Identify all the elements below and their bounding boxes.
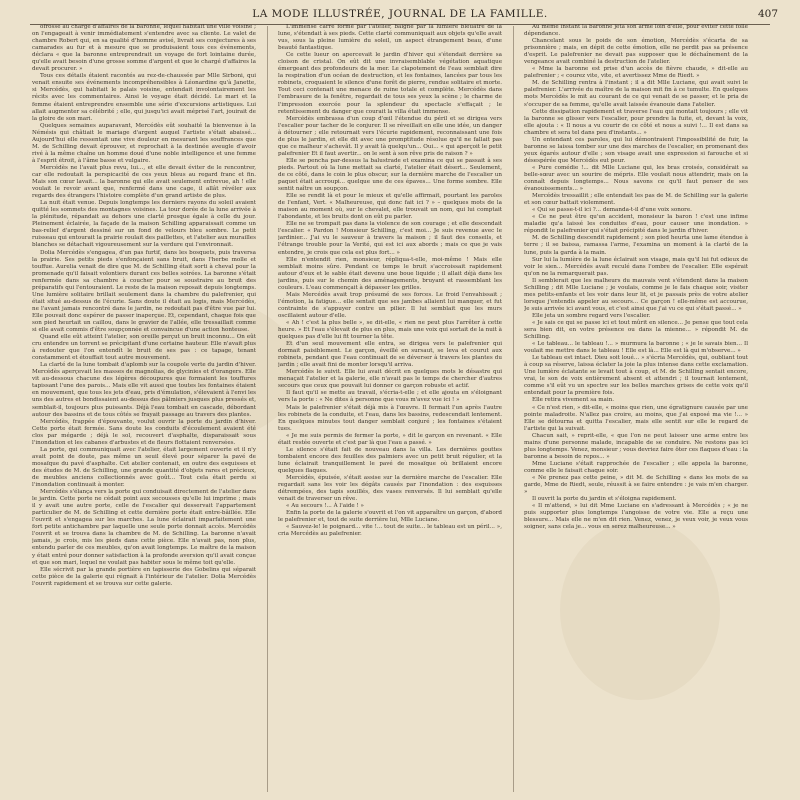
paragraph: Il ouvrit la porte du jardin et s'éloigna rapidement. bbox=[532, 496, 677, 503]
paragraph: Chancelant sous le poids de son émotion, Mercédès s'écarta de sa prisonnière ; mais, en dépit de cette émotion, elle ne perdit pas sa présence d'esprit. Le palefrenier ne devait pas supposer que le déchaînement de la vengeance avait combiné la destruction de l'atelier. bbox=[524, 38, 748, 66]
paragraph: Le silence s'était fait de nouveau dans la villa. Les dernières gouttes tombaient encore des feuilles des palmiers avec un petit bruit régulier, et la lune éclairait tranquillement le pavé de mosaïque où brillaient encore quelques flaques. bbox=[278, 446, 502, 474]
paragraph: Elle se rendit là et pour le mieux et qu'elle affirmait, pourtant les paroles de l'enfant, Vert. « Malheureuse, qui donc fait ici ? » – quelques mots de la maison au moment où, sur le chevalet, elle trouvait un nom, qui lui comptait l'abondante, et les bruits dont on eût pu parler. bbox=[278, 193, 502, 221]
column-rule bbox=[267, 26, 268, 792]
page-number: 407 bbox=[757, 8, 778, 20]
paragraph: La nuit était venue. Depuis longtemps les derniers rayons du soleil avaient quitté les sommets des montagnes voisines. La tour dorée de la lune arrivée à la plénitude, répandait au dehors une clarté presque égale à celle du jour. Pleinement éclairée, la façade de la maison Schilling apparaissait comme un bas-relief d'argent dessiné sur un fond de velours bleu sombre. Le petit ruisseau qui entourait la prairie roulait des paillettes, et l'atelier aux murailles blanches se détachait vigoureusement sur la verdure qui l'environnait. bbox=[32, 200, 256, 249]
paragraph: Mercédès ne l'avait plus revu, lui..., et elle devait éviter de le rencontrer, car elle redoutait la perspicacité de ces yeux bleus au regard franc et fin. Mais son cœur lavait... la baronne qui elle avait seulement entrevue, ah ! elle voulait le revoir avant que, renfermé dans une cage, il allât révéler aux regards des étrangers l'histoire complète d'un grand artiste de plus. bbox=[32, 164, 256, 200]
paragraph: « Mme la baronne est prise d'un accès de fièvre chaude, » dit-elle au palefrenier ; « courez vite, vite, et avertissez Mme de Riedt. » bbox=[524, 66, 748, 80]
paragraph: Un entendant ces paroles, qui lui démontraient l'impossibilité de fuir, la baronne se laissa tomber sur une des marches de l'escalier, en promenant des yeux égarés autour d'elle ; son visage avait une expression si farouche et si désespérée que Mercédès eut peur. bbox=[524, 136, 748, 164]
paragraph: Cette dissipation rapidement et traverse l'eau qui montait toujours ; elle vit la baronne se glisser vers l'escalier, pour prendre la fuite, et, devant la voix, elle ajouta : « Il nous a vu courir de ce côté et nous a suivi !... Il est dans sa chambre et sera tel dans peu d'instants... » bbox=[524, 108, 748, 136]
paragraph: « Au secours !... À l'aide ! » bbox=[286, 503, 364, 510]
paragraph: « Je sais ce qui se passe ici et tout mûrit en silence... Je pense que tout cela sera bien dit, en votre présence ou dans la mienne... » répondit M. de Schilling. bbox=[524, 319, 748, 341]
paragraph: Mais le palefrenier s'était déjà mis à l'œuvre. Il fermait l'un après l'autre les robinets de la conduite, et l'eau, dans les bassins, redescendait lentement. En quelques minutes tout danger semblait conjuré ; les fontaines s'étaient tues. bbox=[278, 404, 502, 432]
paragraph: « Ah ! c'est la plus belle », se dit-elle, « rien ne peut plus l'arrêter à cette heure. » Et l'eau s'élevait de plus en plus, mais une voix qui sortait de la nuit à quelques pas d'elle lui fit tourner la tête. bbox=[278, 319, 502, 341]
paragraph: Il semblerait que les malheurs du mauvais vent s'étendent dans la maison Schilling ; dit Mlle Luciane ; je voulais, comme je le fais chaque soir, visiter mes petits-enfants et les voir dans leur lit, et je passais près de votre atelier lorsque j'entendis appeler au secours... Ce garçon ! elle-même est accourue, Je suis arrivée ici avant vous, et c'est ainsi que j'ai vu ce qui s'était passé... » bbox=[524, 277, 748, 312]
paragraph: « Qui se passe-t-il ici ?... demanda-t-il d'une voix sonore. bbox=[532, 207, 692, 214]
paragraph: « Ce n'est rien, » dit-elle, « moins que rien, une égratignure causée par une pointe maladroite. N'allez pas croire, au moins, que j'ai exposé ma vie !... » Elle se détourna et quitta l'escalier, mais elle sentit sur elle le regard de l'artiste qui la suivait. bbox=[524, 404, 748, 432]
column-rule bbox=[513, 26, 514, 792]
paragraph: La porte, qui communiquait avec l'atelier, était largement ouverte et il n'y avait point de doute, pas même un seuil élevé pour séparer la pavé de mosaïque du pavé d'asphalte. Cet atelier contenait, en outre des esquisses et des études de M. de Schilling, une grande quantité d'objets rares et précieux, de meubles anciens collectionnés avec goût... Tout cela était perdu si l'inondation continuait à monter. bbox=[32, 446, 256, 489]
paragraph: Mercédès s'élança vers la porte qui conduisait directement de l'atelier dans le jardin. Cette porte ne cédait point aux secousses qu'elle lui imprime ; mais il y avait une autre porte, celle de l'escalier qui desservait l'appartement particulier de M. de Schilling et cette dernière porte était entre-bâillée. Elle l'ouvrit et s'engagea sur les marches. La lune éclairait imparfaitement une fort petite antichambre par laquelle une seule porte donnait accès. Mercédès l'ouvrit et se trouva dans la chambre de M. de Schilling. La baronne n'avait jamais, je crois, mis les pieds dans cette pièce. Elle n'avait pas, non plus, entendu parler de ces meubles, qu'on avait longtemps. Le maître de la maison y était entré pour donner satisfaction à la profonde aversion qu'il avait conçue et que son mari, lequel ne voulait pas habiter sous le même toit qu'elle. bbox=[32, 489, 256, 566]
paragraph: Il faut qu'il se mette au travail, s'écria-t-elle ; et elle ajouta en s'éloignant vers la porte : « Ne dites à personne que vous m'avez vue ici ! » bbox=[278, 390, 502, 404]
paragraph: Quand elle eût atteint l'atelier, son oreille perçut un bruit inconnu... On eût cru entendre un torrent se précipitant d'une certaine hauteur. Elle n'avait plus à redouter que l'on entendît le bruit de ses pas : ce tapage, tenant constamment et étouffait tout autre mouvement. bbox=[32, 334, 256, 362]
paragraph: Enfin la porte de la galerie s'ouvrit et l'on vit apparaître un garçon, d'abord le palefrenier et, tout de suite derrière lui, Mlle Luciane. bbox=[278, 510, 502, 524]
text-column-2 bbox=[278, 24, 502, 794]
paragraph: La clarté de la lune tombait d'aplomb sur la coupole verte du jardin d'hiver. Mercédès aperçevait les masses de magnolias, de glycinies et d'orangers. Elle vit au-dessous chacune des légères découpures que formaient les touffures tapissant l'une des parois... Mais elle vit aussi que toutes les fontaines étaient en mouvement, que tous les jets d'eau, pris d'émulation, s'élevaient à l'envi les uns des autres et bondissaient au-dessus des pâlmiers jusques plus pressés et, semblait-il, toujours plus puissants. Déjà l'eau tombait en cascade, débordant autour des bassins et de tous côtés se frayait passage au travers des plantes. bbox=[32, 362, 256, 418]
paragraph: « Je me suis permis de fermer la porte, » dit le garçon en revenant. « Elle était restée ouverte et c'est par là que l'eau a passé. » bbox=[278, 432, 502, 446]
paragraph: Elle sécrivit par la grande portière en tapisserie des Gobelins qui séparait cette pièce de la galerie qui régnait à l'intérieur de l'atelier. Dolia Mercédès l'ouvrit rapidement et se trouva sur cette galerie. bbox=[32, 566, 256, 587]
paragraph: Mercédès le suivit. Elle lui avait décrit en quelques mots le désastre qui menaçait l'atelier et la galerie, elle n'avait pas le temps de chercher d'autres secours que ceux que pouvait lui donner ce garçon robuste et actif. bbox=[278, 369, 502, 390]
paragraph: Quelques semaines auparavant, Mercédès eût souhaité la bienvenue à la Némésis qui châtiait le mariage d'argent auquel l'artiste s'était abaissé... Aujourd'hui elle ressentait une vive douleur en mesurant les souffrances que M. de Schilling devait éprouver, et reprochait à la destinée aveugle d'avoir rivé à la même chaîne un homme doué d'une noble intelligence et une femme à l'esprit étroit, à l'âme basse et vulgaire. bbox=[32, 122, 256, 164]
paragraph: Elle se pencha par-dessus la balustrade et examina ce qui se passait à ses pieds. Partout où la lune mettait sa clarté, l'atelier était désert... Seulement, de ce côté, dans le coin le plus obscur, sur la dernière marche de l'escalier un paquet était accroupi... quelque une de ces épaves... Une forme sombre. Elle sentit naître un soupçon. bbox=[278, 157, 502, 193]
paragraph: « Le tableau... le tableau !... » murmura la baronne ; « je le savais bien... Il voulait me mettre dans le tableau ! Elle est là... Elle est là qui m'observe... » bbox=[524, 341, 748, 355]
paragraph: Le tableau est intact. Dieu soit loué... » s'écria Mercédès, qui, oubliant tout à coup sa réserve, laissa éclater la joie la plus intense dans cette exclamation. Une lumière éclatante se levait tout à coup, et M. de Schilling sentait encore, vrai, le son de voix entièrement absent et attendri ; il tournait lentement, comme s'il eût vu un spectre sur les belles marches grises de cette voix qu'il entendait pour la première fois. bbox=[524, 355, 748, 397]
paragraph: Elle ne se trompait pas dans la violence de son courage ; et elle descendait l'escalier. « Pardon ! Monsieur Schilling, c'est moi... Je suis revenue avec le jardinier... J'ai vu le sauveur à travers la maison ; il faut des conseils, et l'étrange trouble pour la Verité, qui est ici aux abords ; mais ce que je vais entendre, je crois que cela est plus fort... » bbox=[278, 221, 502, 256]
paragraph: Et d'un seul mouvement elle entra, se dirigea vers le palefrenier qui dormait paisiblement. Le garçon, éveillé en sursaut, se leva et courut aux robinets, pendant que l'eau continuait de se déverser à travers les plantes du jardin ; elle avait fini de monter lorsqu'il arriva. bbox=[278, 341, 502, 369]
running-head: LA MODE ILLUSTRÉE, JOURNAL DE LA FAMILLE. bbox=[252, 8, 548, 20]
paragraph: Chacun sait, » reprit-elle, « que l'on ne peut laisser une arme entre les mains d'une personne malade, incapable de se conduire. Ne restons pas ici plus longtemps. Venez, monsieur ; vous devriez faire ôter ces flaques d'eau : la baronne a besoin de repos... » bbox=[524, 432, 748, 460]
paragraph: M. de Schilling rentra à l'instant ; il a dit Mlle Luciane, qui avait suivi le palefrenier. L'arrivée du maître de la maison mit fin à ce tumulte. En quelques mots Mercédès le mit au courant de ce qui venait de se passer, et le pria de s'occuper de sa femme, qu'elle avait laissée évanouie dans l'atelier. bbox=[524, 80, 748, 108]
paragraph: L'immense carré formé par l'atelier, baigné par la lumière bleuâtre de la lune, s'étendait à ses pieds. Cette clarté communiquait aux objets qu'elle avait vus, sous la pleine lumière du soleil, un aspect étrangement beau, d'une beauté fantastique. bbox=[278, 24, 502, 52]
paragraph: Mercédès, frappée d'épouvante, voulut ouvrir la porte du jardin d'hiver. Cette porte était fermée. Sans doute les conduits d'écoulement avaient été clos par mégarde ; déjà le sol, recouvert d'asphalte, disparaissait sous l'inondation et les cabanes d'arbustes et de fleurs flottaient renversées. bbox=[32, 418, 256, 446]
paragraph: « Sauvez-le! le poignard... vite !... tout de suite... le tableau est un péril... », cria Mercédès au palefrenier. bbox=[278, 524, 502, 538]
paragraph: « Pure comédie !... dit Mlle Luciane qui, les bras croisés, considérait sa belle-sœur avec un sourire de mépris. Elle voulait nous attendrir, mais on la connaît depuis longtemps... Nous savons ce qu'il faut penser de ses évanouissements... » bbox=[524, 164, 748, 193]
paragraph: Elle jeta un sombre regard vers l'escalier. bbox=[532, 312, 651, 319]
paragraph: « Il m'attend, » lui dit Mme Luciane en s'adressant à Mercédès ; « je ne puis supporter plus longtemps l'angoisse de votre vie. Elle a reçu une blessure... Mais elle ne m'en dit rien. Venez, venez, je veux voir, je veux vous soigner, sans cela je... vous en serez malheureuse... » bbox=[524, 503, 748, 531]
paragraph: « Ce ne peut être qu'un accident, monsieur la baron ! c'est une infime maladie qu'a laissé les conduites d'eau, pour causer une inondation. » répondit le palefrenier qui s'était précipité dans le jardin d'hiver. bbox=[524, 214, 748, 235]
paragraph: Au même instant la baronne jeta son arme loin d'elle, pour éviter cette folle dépendance. bbox=[524, 24, 748, 38]
text-column-3 bbox=[524, 24, 748, 794]
paragraph: Elle n'entendit rien, monsieur, répliqua-t-elle, moi-même ! Mais elle semblait moins sûre. Pendant ce temps le bruit s'accroissait rapidement autour d'eux et le sable était devenu une boue liquide ; il allait déjà dans les jardins, puis sur le chemin des aménagements, bruyant et rassemblant les couleurs. L'eau commençait à dépasser les grilles. bbox=[278, 256, 502, 291]
paragraph: Mercédès tressaillit ; elle entendait les pas de M. de Schilling sur la galerie et son cœur battait violemment. bbox=[524, 193, 748, 207]
paragraph: Elle retira vivement sa main. bbox=[532, 397, 615, 404]
paragraph: M. de Schilling descendit rapidement ; son pied heurta une lame étendue à terre ; il se baissa, ramassa l'arme, l'examina un moment à la clarté de la lune, puis la garda à la main. bbox=[524, 235, 748, 256]
paragraph: « Ne prenez pas cette peine, » dit M. de Schilling « dans les mots de sa garde, Mme de Riedt, seule, réussit à se faire entendre : je vais m'en charger. » bbox=[524, 475, 748, 496]
text-column-1 bbox=[32, 24, 256, 794]
paragraph: Mme Luciane s'était rapprochée de l'escalier ; elle appela la baronne, comme elle le faisait chaque soir. bbox=[524, 460, 748, 474]
paragraph: Mercédès, épuisée, s'était assise sur la dernière marche de l'escalier. Elle regardait sans les voir les dégâts causés par l'inondation : des esquisses détrempées, des tapis souillés, des vases renversés. Il lui semblait qu'elle venait de traverser un rêve. bbox=[278, 475, 502, 503]
paragraph: Ce cette lueur on apercevait le jardin d'hiver qui s'étendait derrière sa cloison de cristal. On eût dit une invraisemblable végétation aquatique émergeant des profondeurs de la mer. Le clapotement de l'eau semblait dire la respiration d'un océan de destruction, et les fontaines, lancées par tous les robinets, croquaient le silence d'une forêt de pierre, rendue solitaire et morte. Tout ceci contenait une menace de ruine totale et complète. Mercédès dans l'embrasure de la fenêtre, regardait de tous ses yeux la scène ; le charme de l'impression exercée pour la splendeur du spectacle s'effaçait ; le retentissement du danger que courait la villa était immense. bbox=[278, 52, 502, 115]
paragraph: Tous ces détails étaient racontés au rez-de-chaussée par Mlle Sirboni, qui venait ensuite ses événements incompréhensibles à Léonardine qu'à Janette, si Mercédès, qui habitait le palais voisine, entendait involontairement les récits avec les commentaires. Ainsi le voyage était décidé. Le mari et la femme étaient entreprendre ensemble une série d'excursions artistiques. Lui allait augmenter sa célébrité ; elle, qui jusqu'ici avait méprisé l'art, jouirait de la gloire de son mari. bbox=[32, 73, 256, 122]
paragraph: ofrosse au chargé d'affaires de la baronne, lequel habitait une ville voisine ; on l'engageait à venir immédiatement s'entendre avec sa cliente. Le valet de chambre Robert qui, en sa qualité d'homme avisé, livrait ses conjectures à ses camarades au fur et à mesure que se produisaient tous ces événements, déclara « que la baronne entreprendrait un voyage de fort lointaine durée, qu'elle avait besoin d'une grosse somme d'argent et que le chargé d'affaires la devait procurer. » bbox=[32, 24, 256, 73]
paragraph: Dolia Mercédès s'engagea, d'un pas furtif, dans les bosquets, puis traversa la prairie. Ses petits pieds s'enfonçaient sans bruit, dans l'herbe molle et touffue. Aurelia venait de dire que M. de Schilling était sorti à cheval pour la promenade qu'il faisait volontiers durant ces belles soirées. La baronne s'était renfermée dans sa chambre à coucher pour se soustraire au bruit des préparatifs qui l'entouraient. Le reste de la maison reposait depuis longtemps. Une lumière solitaire brillait seulement dans la chambre du palefrenier, qui était situé au-dessus de l'écurie. Sans doute il était au logis, mais Mercédès, ne l'avant jamais rencontré dans le jardin, ne redoutait pas d'être vue par lui. Elle pouvait donc espérer de passer inaperçue. Et, cependant, chaque fois que son pied heurtait un caillou, dans le gravier de l'allée, elle tressaillait comme si elle avait commis d'être soupçonnée et convaincue d'une action honteuse. bbox=[32, 249, 256, 334]
paragraph: Mercédès embrassa d'un coup d'œil l'étendue du péril et se dirigea vers l'escalier pour tacher de le conjurer. Il se réveillait en elle une idée, un danger à détourner ; elle retournait vers l'écurie rapidement, reconnaissant une fois de plus le jardin, et elle dit avec une promptitude résolue qu'il ne fallait pas que ce malheur s'achevât. Il y avait là quelqu'un... Oui... « qui aperçoit le petit palefrenier Et il faut avertir... on le sent à son rêve pris de raison ? » bbox=[278, 115, 502, 157]
paragraph: Mais Mercédès avait trop présumé de ses forces. Le froid l'envahissait ; l'émotion, la fatigue... elle sentait que ses jambes allaient lui manquer, et fut contrainte de s'appuyer contre un pilier. Il lui semblait que les murs oscillaient autour d'elle. bbox=[278, 291, 502, 319]
paragraph: Sur lui la lumière de la lune éclairait son visage, mais qu'il lui fut odieux de voir le sien... Mercédès avait reculé dans l'ombre de l'escalier. Elle espérait qu'on ne la remarquerait pas. bbox=[524, 256, 748, 277]
